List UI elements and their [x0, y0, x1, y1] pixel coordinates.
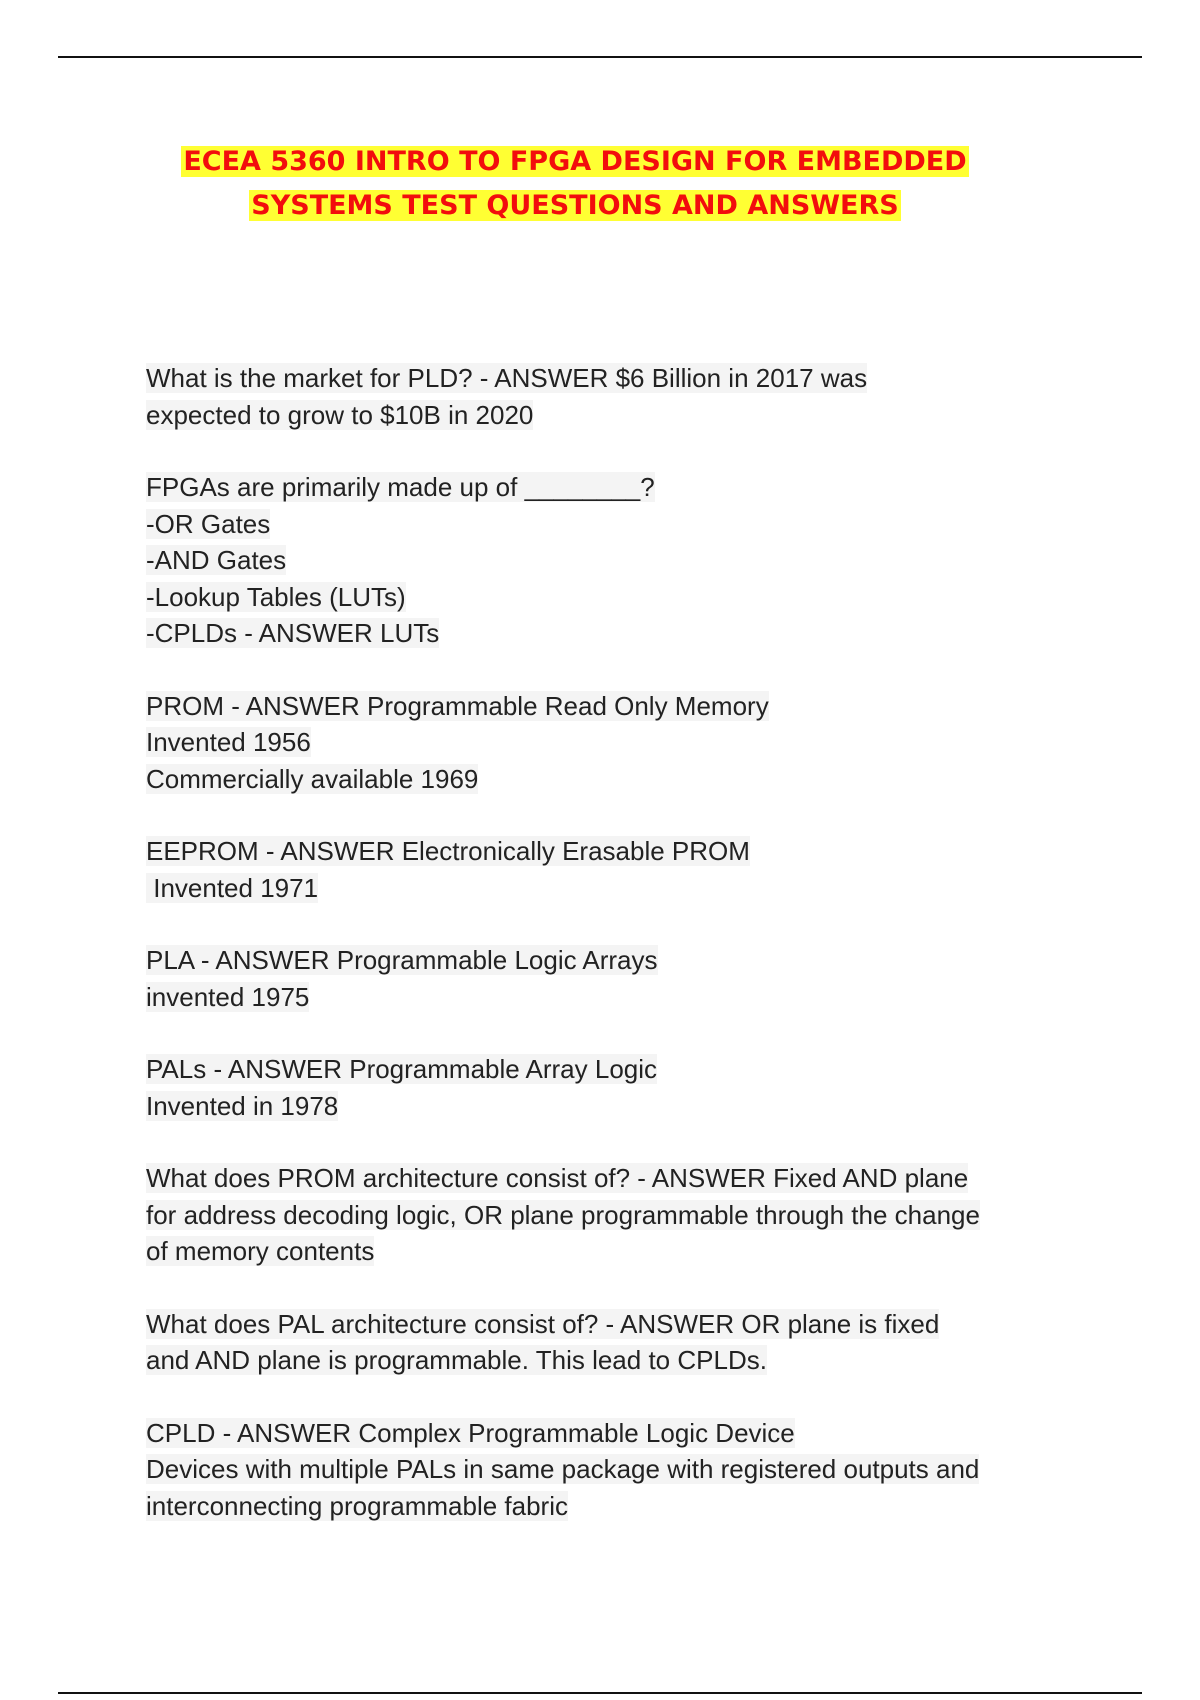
bottom-rule	[58, 1692, 1142, 1694]
title-line: ECEA 5360 INTRO TO FPGA DESIGN FOR EMBEDDED	[183, 146, 967, 177]
qa-line: interconnecting programmable fabric	[146, 1490, 568, 1521]
qa-line: for address decoding logic, OR plane programmable through the change	[146, 1199, 980, 1230]
qa-line: Commercially available 1969	[146, 763, 479, 794]
qa-item	[146, 1415, 1076, 1525]
qa-line: -Lookup Tables (LUTs)	[146, 581, 406, 612]
qa-line: invented 1975	[146, 981, 310, 1012]
qa-item	[146, 1160, 1076, 1270]
qa-line: -OR Gates	[146, 508, 271, 539]
qa-line: EEPROM - ANSWER Electronically Erasable PROM	[146, 836, 750, 866]
qa-line: What does PROM architecture consist of? - ANSWER Fixed AND plane	[146, 1163, 969, 1193]
qa-item	[146, 942, 1076, 1015]
qa-line: -AND Gates	[146, 545, 287, 575]
qa-line: expected to grow to $10B in 2020	[146, 399, 534, 430]
qa-line: PLA - ANSWER Programmable Logic Arrays	[146, 945, 658, 975]
qa-line: and AND plane is programmable. This lead to CPLDs.	[146, 1345, 767, 1375]
qa-item	[146, 1306, 1076, 1379]
qa-line: -CPLDs - ANSWER LUTs	[146, 618, 440, 648]
qa-line: Invented 1971	[146, 872, 319, 903]
qa-line: Invented 1956	[146, 727, 311, 757]
qa-line: PROM - ANSWER Programmable Read Only Memory	[146, 690, 769, 721]
qa-line: Devices with multiple PALs in same package with registered outputs and	[146, 1454, 980, 1484]
qa-line: PALs - ANSWER Programmable Array Logic	[146, 1054, 658, 1084]
qa-line: What does PAL architecture consist of? - ANSWER OR plane is fixed	[146, 1308, 940, 1339]
title-line: SYSTEMS TEST QUESTIONS AND ANSWERS	[251, 190, 899, 221]
document-title	[0, 140, 1150, 228]
qa-item	[146, 360, 1076, 433]
top-rule	[58, 56, 1142, 58]
qa-line: What is the market for PLD? - ANSWER $6 Billion in 2017 was	[146, 363, 868, 393]
qa-item	[146, 1051, 1076, 1124]
qa-line: Invented in 1978	[146, 1090, 339, 1121]
qa-item	[146, 688, 1076, 798]
qa-line: FPGAs are primarily made up of ________?	[146, 472, 655, 502]
qa-line: CPLD - ANSWER Complex Programmable Logic Device	[146, 1417, 795, 1448]
qa-item	[146, 833, 1076, 906]
qa-list	[146, 360, 1076, 1560]
qa-line: of memory contents	[146, 1236, 375, 1266]
qa-item	[146, 469, 1076, 652]
